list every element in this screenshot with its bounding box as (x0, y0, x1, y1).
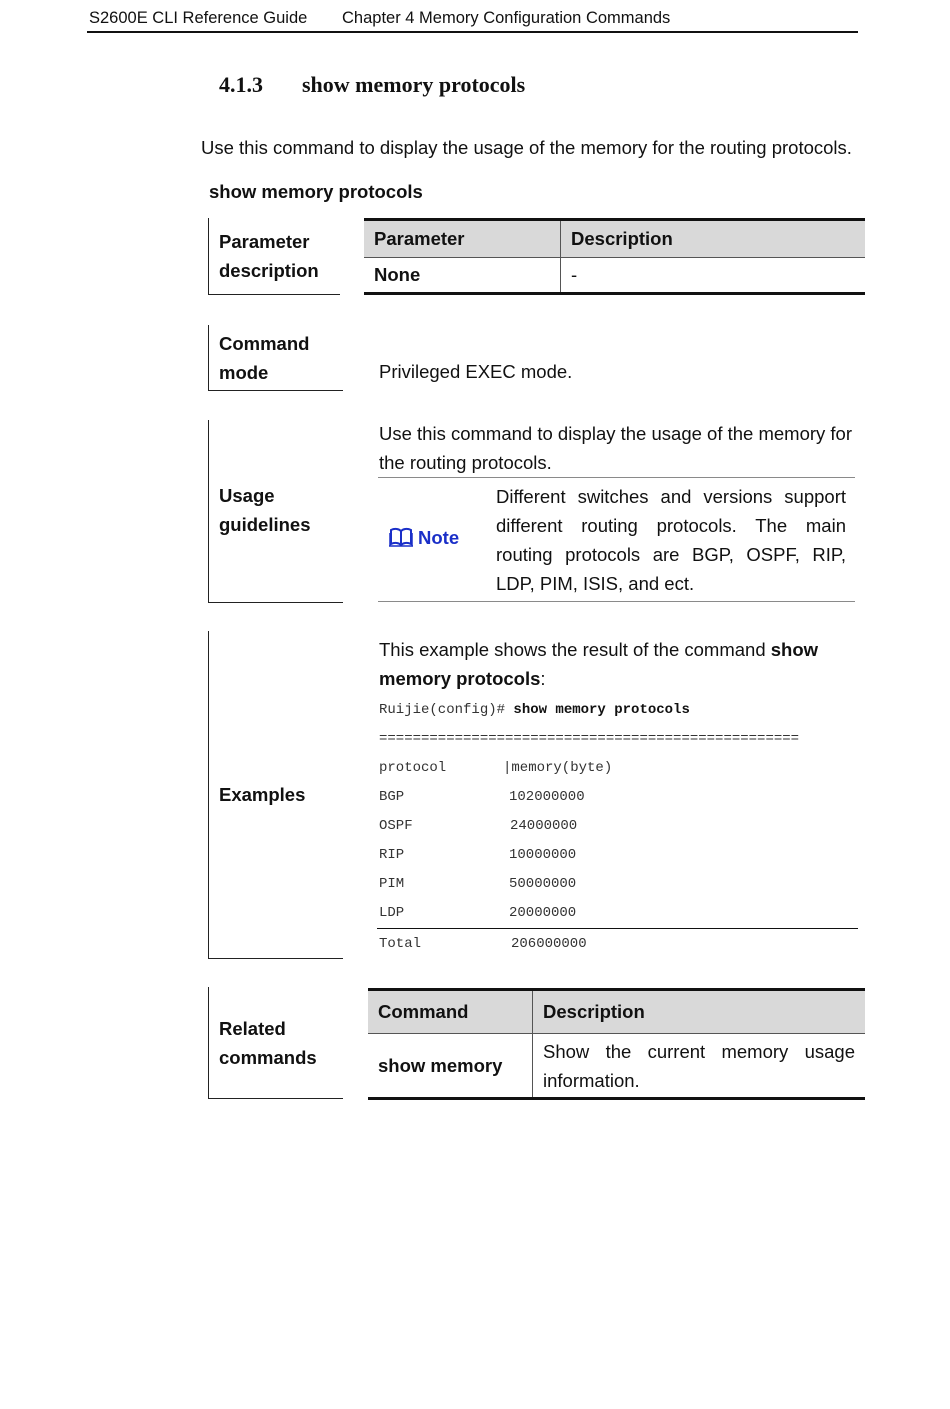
command-mode-label: Command mode (208, 325, 343, 391)
description-header: Description (533, 990, 866, 1034)
section-title: show memory protocols (302, 72, 526, 97)
code-col-memory: |memory(byte) (503, 760, 613, 776)
description-header: Description (561, 220, 866, 258)
book-icon (389, 527, 413, 547)
code-prompt-line: Ruijie(config)# show memory protocols (379, 702, 690, 718)
description-cell: - (571, 264, 578, 285)
page-header (89, 9, 671, 28)
command-header: Command (368, 990, 533, 1034)
note-label: Note (389, 527, 459, 549)
description-cell: Show the current memory usage information. (543, 1040, 855, 1091)
code-row-protocol: BGP (379, 789, 405, 805)
related-commands-label: Related commands (208, 987, 343, 1099)
note-text: Different switches and versions support different routing protocols. The main routing protocols are BGP, OSPF, RIP, LDP, PIM, ISIS, and ect. (496, 486, 846, 594)
usage-guidelines-text: Use this command to display the usage of the memory for the routing protocols. (379, 423, 852, 473)
command-mode-text: Privileged EXEC mode. (379, 361, 573, 382)
code-row-protocol: RIP (379, 847, 405, 863)
code-row-memory: 20000000 (509, 905, 577, 921)
examples-lead: This example shows the result of the command show memory protocols: (379, 639, 819, 689)
code-row-memory: 50000000 (509, 876, 577, 892)
guide-title: S2600E CLI Reference Guide (89, 9, 308, 27)
examples-label: Examples (208, 631, 343, 959)
parameter-table (364, 218, 865, 295)
code-separator: ================================================== (379, 731, 800, 747)
code-row-memory: 24000000 (510, 818, 578, 834)
parameter-cell: None (364, 258, 561, 294)
code-row-protocol: LDP (379, 905, 405, 921)
code-total-label: Total (379, 936, 422, 952)
parameter-description-label: Parameter description (208, 218, 340, 295)
chapter-title: Chapter 4 Memory Configuration Commands (342, 9, 671, 27)
command-cell: show memory (368, 1034, 533, 1099)
usage-guidelines-label: Usage guidelines (208, 420, 343, 603)
section-number: 4.1.3 (219, 72, 263, 97)
code-row-memory: 102000000 (509, 789, 585, 805)
parameter-header: Parameter (364, 220, 561, 258)
related-commands-table (368, 988, 865, 1100)
command-syntax: show memory protocols (209, 181, 423, 202)
header-rule (87, 31, 858, 33)
code-row-protocol: PIM (379, 876, 405, 892)
note-box (378, 477, 855, 602)
intro-text: Use this command to display the usage of the memory for the routing protocols. (201, 137, 852, 158)
code-col-protocol: protocol (379, 760, 447, 776)
code-row-protocol: OSPF (379, 818, 413, 834)
code-row-memory: 10000000 (509, 847, 577, 863)
code-total-rule (377, 928, 858, 929)
code-total-value: 206000000 (511, 936, 587, 952)
